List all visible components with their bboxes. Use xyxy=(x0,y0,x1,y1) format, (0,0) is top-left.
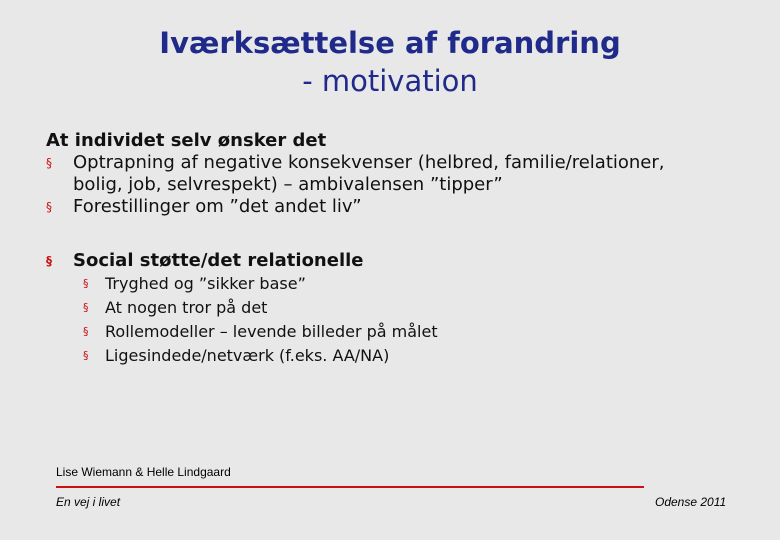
section-heading: At individet selv ønsker det xyxy=(46,130,327,151)
sub-bullet-item xyxy=(46,344,766,368)
bullet-marker-icon: § xyxy=(46,156,52,170)
bullet-marker-icon: § xyxy=(46,254,52,268)
sub-bullet-text: At nogen tror på det xyxy=(105,298,268,317)
bullet-marker-icon: § xyxy=(46,200,52,214)
sub-bullet-item xyxy=(46,296,766,320)
bullet-marker-icon: § xyxy=(83,277,89,290)
bullet-marker-icon: § xyxy=(83,349,89,362)
bullet-text-continued: bolig, job, selvrespekt) – ambivalensen ”tipper” xyxy=(73,174,503,195)
sub-bullet-text: Tryghed og ”sikker base” xyxy=(105,274,306,293)
title-line-1: Iværksættelse af forandring xyxy=(159,26,621,60)
bullet-item xyxy=(46,196,766,218)
sub-bullet-item xyxy=(46,272,766,296)
sub-bullet-item xyxy=(46,320,766,344)
bullet-marker-icon: § xyxy=(83,301,89,314)
title-line-2: - motivation xyxy=(302,64,478,98)
bullet-marker-icon: § xyxy=(83,325,89,338)
bullet-item-section xyxy=(46,250,766,272)
section-title: Social støtte/det relationelle xyxy=(73,250,364,271)
bullet-text: Optrapning af negative konsekvenser (helbred, familie/relationer, xyxy=(73,152,665,173)
footer-right-text: Odense 2011 xyxy=(655,495,727,509)
footer-divider xyxy=(56,486,644,488)
bullet-item xyxy=(46,152,766,196)
sub-bullet-text: Ligesindede/netværk (f.eks. AA/NA) xyxy=(105,346,390,365)
bullet-text: Forestillinger om ”det andet liv” xyxy=(73,196,362,217)
slide-title xyxy=(0,24,780,100)
slide-body xyxy=(46,130,766,368)
authors: Lise Wiemann & Helle Lindgaard xyxy=(56,465,231,479)
sub-bullet-text: Rollemodeller – levende billeder på målet xyxy=(105,322,438,341)
footer-left-text: En vej i livet xyxy=(56,495,121,509)
